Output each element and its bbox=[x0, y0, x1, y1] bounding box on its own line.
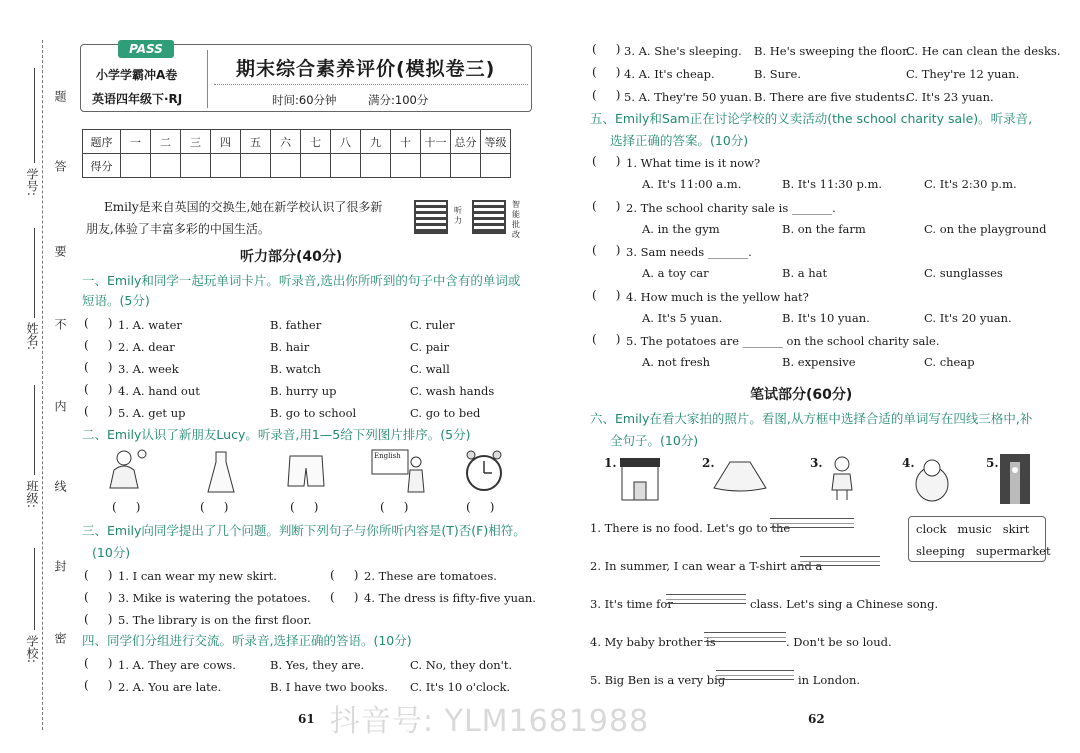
s5-q2-option-c: C. on the playground bbox=[924, 221, 1047, 236]
alarm-clock-picture bbox=[462, 448, 506, 494]
s1-q5-opt: B. go to school bbox=[270, 406, 357, 420]
s5-blank-1[interactable]: ( ) bbox=[592, 154, 621, 168]
score-cell[interactable] bbox=[331, 154, 361, 178]
score-header: 题序 bbox=[83, 130, 121, 154]
score-cell[interactable] bbox=[301, 154, 331, 178]
s4-q5-c: C. It's 23 yuan. bbox=[906, 90, 994, 104]
s1-q3-opt: C. wall bbox=[410, 362, 450, 376]
score-cell[interactable] bbox=[121, 154, 151, 178]
s4-q4-c: C. They're 12 yuan. bbox=[906, 67, 1020, 81]
order-blank-3[interactable]: ( ) bbox=[290, 500, 319, 514]
s1-blank-2[interactable]: ( ) bbox=[84, 338, 113, 352]
s4-q3-a: 3. A. She's sleeping. bbox=[624, 44, 742, 58]
student-number-label: 学号: bbox=[25, 168, 39, 197]
s1-q3-opt: 3. A. week bbox=[118, 362, 179, 376]
s6-title-2: 全句子。(10分) bbox=[610, 433, 699, 448]
s4-q5-a: 5. A. They're 50 yuan. bbox=[624, 90, 752, 104]
score-header: 七 bbox=[301, 130, 331, 154]
intro-text-1: Emily是来自英国的交换生,她在新学校认识了很多新 bbox=[104, 200, 383, 214]
page-number-62: 62 bbox=[808, 712, 825, 726]
s5-title-2: 选择正确的答案。(10分) bbox=[610, 133, 749, 148]
score-header: 总分 bbox=[451, 130, 481, 154]
s1-blank-4[interactable]: ( ) bbox=[84, 382, 113, 396]
s5-blank-5[interactable]: ( ) bbox=[592, 332, 621, 346]
s6-sentence-5b: in London. bbox=[798, 673, 861, 687]
s1-title-2: 短语。(5分) bbox=[82, 293, 150, 308]
s3-item-5: 5. The library is on the first floor. bbox=[118, 613, 312, 627]
s1-title: 一、Emily和同学一起玩单词卡片。听录音,选出你所听到的句子中含有的单词或 bbox=[82, 273, 521, 288]
s5-q1-option-b: B. It's 11:30 p.m. bbox=[782, 177, 883, 191]
seal-4: 不 bbox=[53, 318, 67, 330]
seal-5: 内 bbox=[53, 400, 67, 412]
shorts-picture bbox=[286, 452, 326, 490]
s5-q4-option-a: A. It's 5 yuan. bbox=[642, 310, 723, 325]
score-cell[interactable] bbox=[181, 154, 211, 178]
s6-sentence-5a: 5. Big Ben is a very big bbox=[590, 673, 726, 687]
s1-q4-opt: B. hurry up bbox=[270, 384, 337, 398]
s6-sentence-3b: class. Let's sing a Chinese song. bbox=[750, 597, 939, 611]
s4-blank-1[interactable]: ( ) bbox=[84, 656, 113, 670]
s4-title: 四、同学们分组进行交流。听录音,选择正确的答语。(10分) bbox=[82, 633, 412, 648]
name-label: 姓名: bbox=[25, 322, 39, 351]
s1-q3-opt: B. watch bbox=[270, 362, 321, 376]
s1-q1-opt: C. ruler bbox=[410, 318, 455, 332]
tf-blank-3[interactable]: ( ) bbox=[84, 590, 113, 604]
score-cell[interactable] bbox=[271, 154, 301, 178]
score-header: 一 bbox=[121, 130, 151, 154]
pic-number-3: 3. bbox=[810, 456, 823, 470]
s1-q2-opt: B. hair bbox=[270, 340, 310, 354]
score-cell[interactable] bbox=[241, 154, 271, 178]
s5-q1-option-c: C. It's 2:30 p.m. bbox=[924, 177, 1017, 191]
s6-sentence-3a: 3. It's time for bbox=[590, 597, 673, 611]
s4-q1-c: C. No, they don't. bbox=[410, 658, 513, 672]
s4-q1-b: B. Yes, they are. bbox=[270, 658, 365, 672]
s3-title-2: (10分) bbox=[92, 545, 131, 560]
s4-q4-b: B. Sure. bbox=[754, 67, 802, 81]
s6-answer-line-4[interactable] bbox=[704, 632, 786, 642]
s4-q5-b: B. There are five students. bbox=[754, 90, 909, 104]
board-word: English bbox=[374, 452, 401, 460]
s3-item-1: 1. I can wear my new skirt. bbox=[118, 569, 277, 583]
exam-full-score: 满分:100分 bbox=[368, 93, 429, 107]
order-blank-4[interactable]: ( ) bbox=[380, 500, 409, 514]
s4-q2-a: 2. A. You are late. bbox=[118, 680, 222, 694]
score-cell[interactable] bbox=[361, 154, 391, 178]
s6-sentence-4b: . Don't be so loud. bbox=[786, 635, 892, 649]
supermarket-picture bbox=[618, 456, 662, 502]
s1-q2-opt: C. pair bbox=[410, 340, 450, 354]
score-header: 三 bbox=[181, 130, 211, 154]
score-cell[interactable] bbox=[451, 154, 481, 178]
s6-sentence-1: 1. There is no food. Let's go to the bbox=[590, 521, 791, 535]
score-cell[interactable] bbox=[391, 154, 421, 178]
s5-q5-option-b: B. expensive bbox=[782, 355, 856, 369]
order-blank-1[interactable]: ( ) bbox=[112, 500, 141, 514]
school-label: 学校: bbox=[25, 635, 39, 664]
s6-answer-line-1[interactable] bbox=[770, 518, 854, 528]
order-blank-2[interactable]: ( ) bbox=[200, 500, 229, 514]
s5-question-3: 3. Sam needs _______. bbox=[626, 245, 752, 259]
s5-question-1: 1. What time is it now? bbox=[626, 156, 761, 170]
score-cell[interactable] bbox=[481, 154, 511, 178]
s5-q4-option-c: C. It's 20 yuan. bbox=[924, 310, 1012, 325]
s5-question-5: 5. The potatoes are _______ on the school charity sale. bbox=[626, 334, 940, 348]
qr-code-grading[interactable] bbox=[472, 200, 506, 234]
s1-q4-opt: C. wash hands bbox=[410, 384, 495, 398]
writing-heading: 笔试部分(60分) bbox=[750, 387, 853, 403]
girl-picture bbox=[102, 448, 150, 494]
s1-q4-opt: 4. A. hand out bbox=[118, 384, 200, 398]
s6-title: 六、Emily在看大家拍的照片。看图,从方框中选择合适的单词写在四线三格中,补 bbox=[590, 411, 1033, 426]
s4-q3-c: C. He can clean the desks. bbox=[906, 44, 1061, 58]
s4-q2-c: C. It's 10 o'clock. bbox=[410, 680, 511, 694]
class-label: 班级: bbox=[25, 480, 39, 509]
seal-2: 答 bbox=[53, 160, 67, 172]
s5-q5-option-a: A. not fresh bbox=[642, 355, 711, 369]
s6-sentence-4a: 4. My baby brother is bbox=[590, 635, 716, 649]
s1-q5-opt: 5. A. get up bbox=[118, 406, 186, 420]
qr-label-grading: 智能批改 bbox=[512, 200, 520, 239]
pic-number-4: 4. bbox=[902, 456, 915, 470]
seal-8: 密 bbox=[53, 632, 67, 644]
qr-label-listening: 听力 bbox=[454, 206, 462, 225]
s3-item-2: 2. These are tomatoes. bbox=[364, 569, 497, 583]
s5-question-4: 4. How much is the yellow hat? bbox=[626, 289, 809, 304]
s3-title: 三、Emily向同学提出了几个问题。判断下列句子与你所听内容是(T)否(F)相符。 bbox=[82, 523, 526, 538]
seal-1: 题 bbox=[53, 90, 67, 102]
s4-q1-a: 1. A. They are cows. bbox=[118, 658, 236, 672]
s4-blank-2[interactable]: ( ) bbox=[84, 678, 113, 692]
s3-item-4: 4. The dress is fifty-five yuan. bbox=[364, 591, 536, 605]
series-name: 小学学霸冲A卷 bbox=[96, 68, 178, 82]
tf-blank-1[interactable]: ( ) bbox=[84, 568, 113, 582]
pic-number-5: 5. bbox=[986, 456, 999, 470]
s5-title: 五、Emily和Sam正在讨论学校的义卖活动(the school charity sale)。听录音, bbox=[590, 111, 1033, 126]
s6-sentence-2: 2. In summer, I can wear a T-shirt and a bbox=[590, 559, 823, 573]
tf-blank-5[interactable]: ( ) bbox=[84, 612, 113, 626]
score-header: 十 bbox=[391, 130, 421, 154]
s5-blank-3[interactable]: ( ) bbox=[592, 243, 621, 257]
s4-q3-b: B. He's sweeping the floor. bbox=[754, 44, 911, 58]
word-box-line-1: clock music skirt bbox=[916, 522, 1030, 536]
tf-blank-4[interactable]: ( ) bbox=[330, 590, 359, 604]
score-header: 八 bbox=[331, 130, 361, 154]
page-number-61: 61 bbox=[298, 712, 315, 726]
word-box-line-2: sleeping supermarket bbox=[916, 544, 1051, 558]
s4-blank-3[interactable]: ( ) bbox=[592, 42, 621, 56]
s5-q1-option-a: A. It's 11:00 a.m. bbox=[642, 177, 742, 191]
exam-time: 时间:60分钟 bbox=[272, 93, 337, 107]
s4-q4-a: 4. A. It's cheap. bbox=[624, 67, 715, 81]
score-header: 二 bbox=[151, 130, 181, 154]
grade-label: 英语四年级下·RJ bbox=[92, 92, 183, 106]
s6-answer-line-5[interactable] bbox=[716, 670, 794, 680]
s3-item-3: 3. Mike is watering the potatoes. bbox=[118, 591, 311, 605]
s5-q3-option-a: A. a toy car bbox=[642, 266, 709, 280]
tf-blank-2[interactable]: ( ) bbox=[330, 568, 359, 582]
pic-number-1: 1. bbox=[604, 456, 617, 470]
s4-blank-5[interactable]: ( ) bbox=[592, 88, 621, 102]
s6-answer-line-2[interactable] bbox=[800, 556, 880, 566]
s4-q2-b: B. I have two books. bbox=[270, 680, 388, 694]
brand-logo: PASS bbox=[118, 40, 174, 58]
pic-number-2: 2. bbox=[702, 456, 715, 470]
score-row-label: 得分 bbox=[83, 154, 121, 178]
s1-q1-opt: B. father bbox=[270, 318, 322, 332]
girl-singing-picture bbox=[822, 454, 862, 502]
order-blank-5[interactable]: ( ) bbox=[466, 500, 495, 514]
s5-q2-option-a: A. in the gym bbox=[642, 221, 720, 236]
s5-q2-option-b: B. on the farm bbox=[782, 221, 866, 236]
score-table bbox=[82, 129, 511, 178]
listening-heading: 听力部分(40分) bbox=[240, 249, 343, 265]
s1-blank-3[interactable]: ( ) bbox=[84, 360, 113, 374]
score-cell[interactable] bbox=[211, 154, 241, 178]
s1-blank-1[interactable]: ( ) bbox=[84, 316, 113, 330]
score-header: 等级 bbox=[481, 130, 511, 154]
score-cell[interactable] bbox=[151, 154, 181, 178]
s5-q5-option-c: C. cheap bbox=[924, 355, 975, 369]
score-header: 五 bbox=[241, 130, 271, 154]
exam-title: 期末综合素养评价(模拟卷三) bbox=[236, 58, 496, 80]
score-cell[interactable] bbox=[421, 154, 451, 178]
s5-blank-4[interactable]: ( ) bbox=[592, 287, 621, 302]
s2-title: 二、Emily认识了新朋友Lucy。听录音,用1—5给下列图片排序。(5分) bbox=[82, 427, 471, 442]
skirt-picture bbox=[712, 458, 768, 494]
s5-question-2: 2. The school charity sale is _______. bbox=[626, 200, 836, 215]
s5-q3-option-c: C. sunglasses bbox=[924, 266, 1003, 280]
watermark: 抖音号: YLM1681988 bbox=[330, 704, 650, 739]
seal-6: 线 bbox=[53, 480, 67, 492]
big-ben-picture bbox=[1000, 454, 1030, 504]
score-header: 六 bbox=[271, 130, 301, 154]
s5-q4-option-b: B. It's 10 yuan. bbox=[782, 310, 870, 325]
intro-text-2: 朋友,体验了丰富多彩的中国生活。 bbox=[86, 222, 270, 236]
score-header: 九 bbox=[361, 130, 391, 154]
score-header: 十一 bbox=[421, 130, 451, 154]
seal-7: 封 bbox=[53, 560, 67, 572]
s4-blank-4[interactable]: ( ) bbox=[592, 65, 621, 79]
s1-q5-opt: C. go to bed bbox=[410, 406, 481, 420]
dress-picture bbox=[206, 450, 236, 494]
s1-q2-opt: 2. A. dear bbox=[118, 340, 175, 354]
seal-3: 要 bbox=[53, 245, 67, 257]
qr-code-listening[interactable] bbox=[414, 200, 448, 234]
s1-blank-5[interactable]: ( ) bbox=[84, 404, 113, 418]
s6-answer-line-3[interactable] bbox=[666, 594, 746, 604]
baby-sleeping-picture bbox=[912, 456, 952, 502]
s1-q1-opt: 1. A. water bbox=[118, 318, 182, 332]
score-header: 四 bbox=[211, 130, 241, 154]
s5-q3-option-b: B. a hat bbox=[782, 266, 828, 280]
s5-blank-2[interactable]: ( ) bbox=[592, 198, 621, 213]
